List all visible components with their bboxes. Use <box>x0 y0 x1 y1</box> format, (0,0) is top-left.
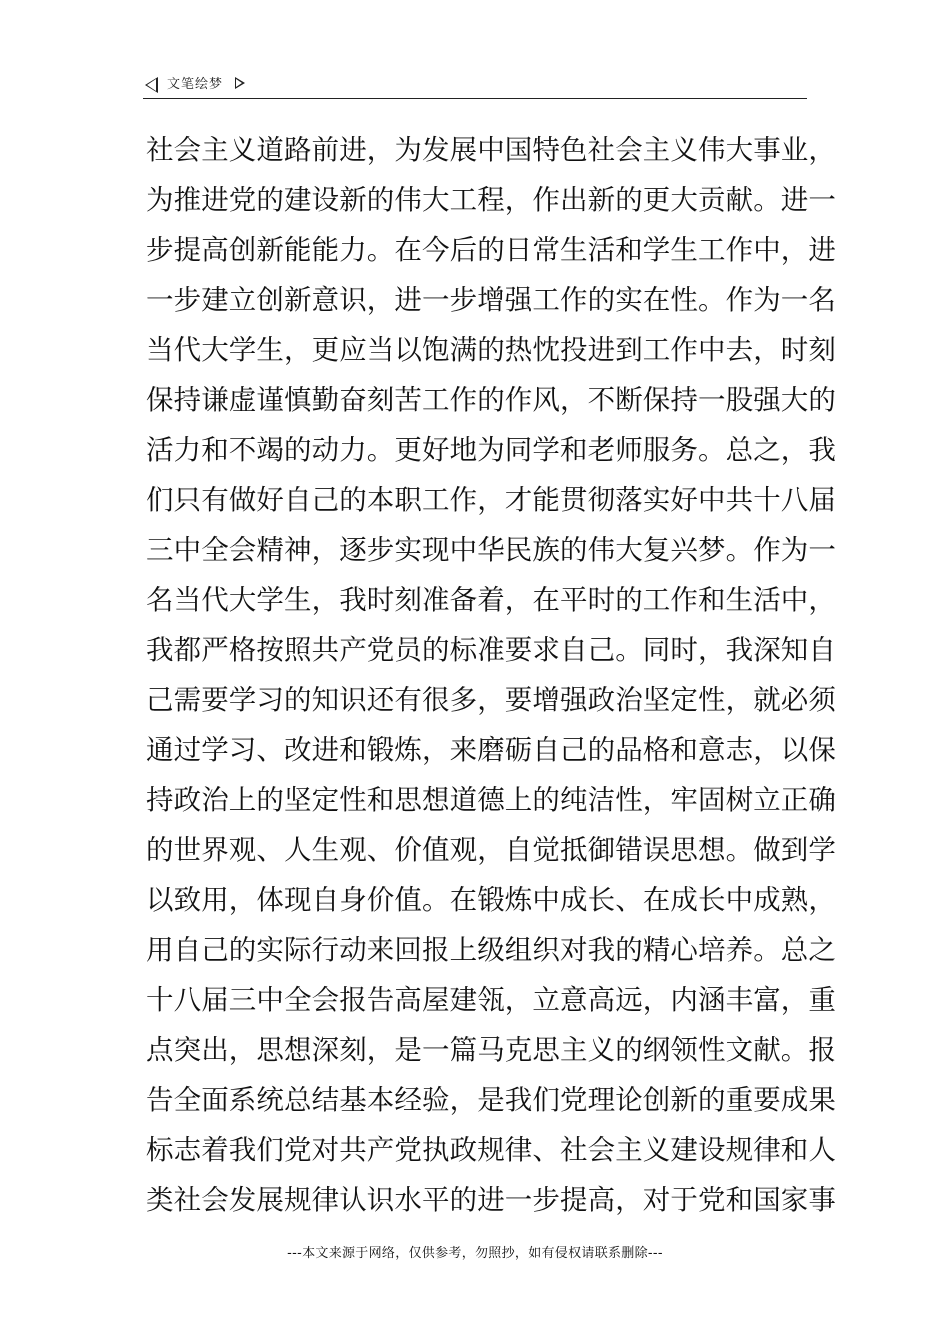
text-line: 三中全会精神，逐步实现中华民族的伟大复兴梦。作为一 <box>146 534 836 566</box>
page-header <box>143 74 807 99</box>
triangle-left-icon <box>145 77 158 93</box>
text-line: 用自己的实际行动来回报上级组织对我的精心培养。总之 <box>146 934 836 966</box>
triangle-right-icon <box>235 77 245 89</box>
text-line: 告全面系统总结基本经验，是我们党理论创新的重要成果 <box>146 1084 836 1116</box>
text-line: 为推进党的建设新的伟大工程，作出新的更大贡献。进一 <box>146 184 836 216</box>
text-line: 名当代大学生，我时刻准备着，在平时的工作和生活中， <box>146 584 836 616</box>
text-line: 类社会发展规律认识水平的进一步提高，对于党和国家事 <box>146 1184 836 1216</box>
text-line: 以致用，体现自身价值。在锻炼中成长、在成长中成熟， <box>146 884 836 916</box>
text-line: 活力和不竭的动力。更好地为同学和老师服务。总之，我 <box>146 434 836 466</box>
text-line: 标志着我们党对共产党执政规律、社会主义建设规律和人 <box>146 1134 836 1166</box>
text-line: 一步建立创新意识，进一步增强工作的实在性。作为一名 <box>146 284 836 316</box>
footer-disclaimer: ---本文来源于网络，仅供参考，勿照抄，如有侵权请联系删除--- <box>287 1246 663 1261</box>
header-title: 文笔绘梦 <box>167 77 224 92</box>
text-line: 己需要学习的知识还有很多，要增强政治坚定性，就必须 <box>146 684 836 716</box>
text-line: 当代大学生，更应当以饱满的热忱投进到工作中去，时刻 <box>146 334 836 366</box>
body-text <box>146 125 836 1225</box>
text-line: 十八届三中全会报告高屋建瓴，立意高远，内涵丰富，重 <box>146 984 836 1016</box>
text-line: 们只有做好自己的本职工作，才能贯彻落实好中共十八届 <box>146 484 836 516</box>
text-line: 社会主义道路前进，为发展中国特色社会主义伟大事业， <box>146 134 836 166</box>
text-line: 持政治上的坚定性和思想道德上的纯洁性，牢固树立正确 <box>146 784 836 816</box>
text-line: 点突出，思想深刻，是一篇马克思主义的纲领性文献。报 <box>146 1034 836 1066</box>
text-line: 通过学习、改进和锻炼，来磨砺自己的品格和意志，以保 <box>146 734 836 766</box>
text-line: 的世界观、人生观、价值观，自觉抵御错误思想。做到学 <box>146 834 836 866</box>
text-line: 步提高创新能能力。在今后的日常生活和学生工作中，进 <box>146 234 836 266</box>
text-line: 我都严格按照共产党员的标准要求自己。同时，我深知自 <box>146 634 836 666</box>
text-line: 保持谦虚谨慎勤奋刻苦工作的作风，不断保持一股强大的 <box>146 384 836 416</box>
